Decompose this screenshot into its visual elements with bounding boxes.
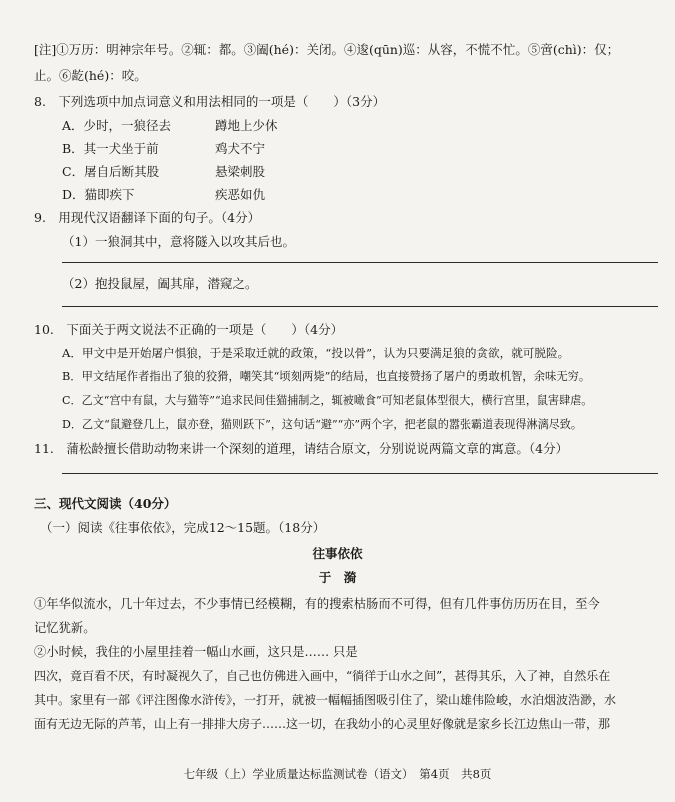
- q8-option-c: C．屠自后断其股: [62, 164, 160, 179]
- article-title: 往事依依: [312, 546, 363, 561]
- q8-option-c-pair: 悬梁刺股: [215, 164, 266, 179]
- article-author: 于 漪: [318, 570, 357, 585]
- q8-option-a: A．少时，一狼径去: [62, 118, 172, 133]
- q9-sentence-2: （2）抱投鼠屋，阖其扉，潜窥之。: [62, 276, 258, 291]
- paragraph-2-line-4: 面有无边无际的芦苇，山上有一排排大房子……这一切，在我幼小的心灵里好像就是家乡长江边焦山一带，那: [34, 717, 611, 731]
- q11-stem: 11. 蒲松龄擅长借助动物来讲一个深刻的道理，请结合原文，分别说说两篇文章的寓意。（4分）: [34, 441, 569, 456]
- paragraph-1-line-2: 记忆犹新。: [34, 621, 96, 635]
- q10-option-d: D．乙文“鼠避登几上，鼠亦登，猫则跃下”，这句话“避”“亦”两个字，把老鼠的嚣张霸道表现得淋漓尽致。: [62, 418, 582, 431]
- paragraph-2-line-1: ②小时候，我住的小屋里挂着一幅山水画，这只是…… 只是: [34, 645, 358, 659]
- q8-option-b: B．其一犬坐于前: [62, 141, 159, 156]
- paragraph-2-line-2: 四次，竟百看不厌，有时凝视久了，自己也仿佛进入画中，“徜徉于山水之间”，甚得其乐，入了神，自然乐在: [34, 669, 611, 683]
- note-line-2: 止。⑥龁(hé)：咬。: [34, 68, 147, 83]
- q9-answer-line-1: [62, 262, 658, 263]
- q8-option-d: D．猫即疾下: [62, 187, 135, 202]
- section-3-subtitle: （一）阅读《往事依依》，完成12～15题。（18分）: [40, 520, 326, 535]
- q9-sentence-1: （1）一狼洞其中，意将隧入以攻其后也。: [62, 234, 295, 249]
- q10-stem: 10. 下面关于两文说法不正确的一项是（ ）（4分）: [34, 322, 344, 337]
- q9-stem: 9. 用现代汉语翻译下面的句子。（4分）: [34, 210, 261, 225]
- q10-option-a: A．甲文中是开始屠户惧狼，于是采取迁就的政策，“投以骨”，认为只要满足狼的贪欲，就可脱险。: [62, 346, 570, 360]
- section-3-title: 三、现代文阅读（40分）: [34, 496, 177, 511]
- q10-option-c: C．乙文“宫中有鼠，大与猫等”“追求民间佳猫捕制之，辄被噉食”可知老鼠体型很大，横行宫里，鼠害肆虐。: [62, 394, 593, 407]
- q8-option-d-pair: 疾恶如仇: [215, 187, 266, 202]
- paragraph-1-line-1: ①年华似流水，几十年过去，不少事情已经模糊，有的搜索枯肠而不可得，但有几件事仿历历在目，至今: [34, 597, 600, 611]
- q11-answer-line: [62, 473, 658, 474]
- paragraph-2-line-3: 其中。家里有一部《评注图像水浒传》，一打开，就被一幅幅插图吸引住了，梁山雄伟险峻，水泊烟波浩渺，水: [34, 693, 617, 707]
- q10-option-b: B．甲文结尾作者指出了狼的狡猾，嘲笑其“顷刻两毙”的结局，也直接赞扬了屠户的勇敢机智，余味无穷。: [62, 370, 591, 383]
- note-line-1: [注]①万历：明神宗年号。②辄：都。③阖(hé)：关闭。④逡(qūn)巡：从容，不慌不忙。⑤啻(chì)：仅；: [34, 42, 620, 57]
- q9-answer-line-2: [62, 306, 658, 307]
- q8-option-a-pair: 蹲地上少休: [215, 118, 278, 133]
- page-footer: 七年级（上）学业质量达标监测试卷（语文） 第4页 共8页: [183, 767, 492, 781]
- q8-stem: 8. 下列选项中加点词意义和用法相同的一项是（ ）（3分）: [34, 94, 386, 109]
- q8-option-b-pair: 鸡犬不宁: [215, 141, 266, 156]
